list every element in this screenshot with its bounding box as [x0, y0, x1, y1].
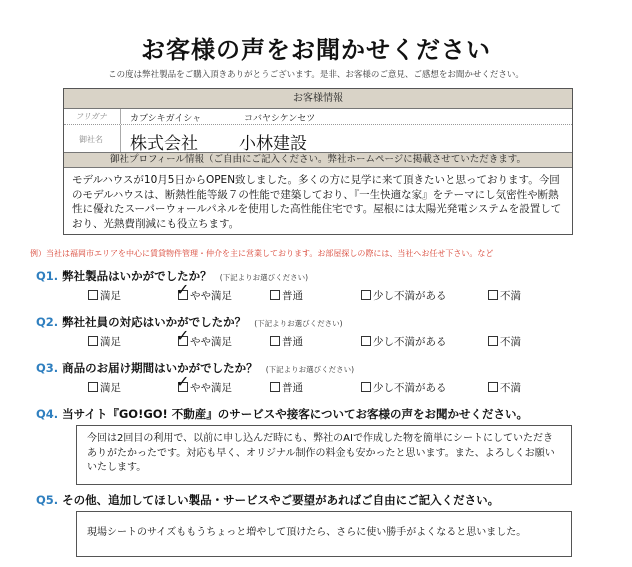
- option-satisfied[interactable]: 満足: [88, 288, 121, 303]
- question-5: [36, 492, 499, 508]
- question-text: 弊社製品はいかがでしたか？: [62, 269, 212, 283]
- question-1: [36, 268, 308, 284]
- page-title: お客様の声をお聞かせください: [141, 36, 491, 64]
- option-somewhat-dissatisfied[interactable]: 少し不満がある: [361, 288, 447, 303]
- profile-text[interactable]: モデルハウスが10月5日からOPEN致しました。多くの方に見学に来て頂きたいと思っております。今回のモデルハウスは、断熱性能等級７の性能で建築しており、『一生快適な家』をテーマにし気密性や断熱性に優れたスーパーウォールパネルを使用した高性能住宅です。屋根には太陽光発電システムを設置しており、光熱費削減にも役立ちます。: [72, 174, 562, 230]
- question-hint: (下記よりお選びください): [265, 365, 355, 374]
- option-somewhat-satisfied[interactable]: やや満足 ✓: [176, 326, 232, 348]
- question-hint: (下記よりお選びください): [254, 319, 343, 328]
- company-name[interactable]: 小林建設: [239, 134, 307, 154]
- profile-heading: 御社プロフィール情報（ご自由にご記入ください。弊社ホームページに掲載させていただきます。: [64, 153, 572, 168]
- furigana-label: フリガナ: [75, 112, 107, 121]
- check-mark-icon: ✓: [176, 372, 190, 391]
- question-number: Q4.: [36, 407, 59, 421]
- question-text: 商品のお届け期間はいかがでしたか？: [62, 361, 258, 375]
- example-note: 例）当社は福岡市エリアを中心に賃貸物件管理・仲介を主に営業しております。お部屋探しの際には、当社へお任せ下さい。など: [30, 249, 494, 258]
- company-row: [64, 125, 572, 153]
- question-text: 弊社社員の対応はいかがでしたか？: [62, 315, 247, 329]
- option-satisfied[interactable]: 満足: [88, 380, 121, 395]
- option-dissatisfied[interactable]: 不満: [488, 334, 521, 349]
- question-2-options: [88, 326, 588, 350]
- check-mark-icon: ✓: [176, 326, 190, 345]
- question-3: [36, 360, 354, 376]
- option-neutral[interactable]: 普通: [270, 380, 303, 395]
- option-dissatisfied[interactable]: 不満: [488, 288, 521, 303]
- question-number: Q2.: [36, 315, 59, 329]
- intro-text: この度は弊社製品をご購入頂きありがとうございます。是非、お客様のご意見、ご感想をお聞かせください。: [108, 70, 524, 80]
- check-mark-icon: ✓: [176, 280, 190, 299]
- option-neutral[interactable]: 普通: [270, 288, 303, 303]
- customer-info-table: [63, 88, 573, 235]
- question-5-answer[interactable]: 現場シートのサイズももうちょっと増やして頂けたら、さらに使い勝手がよくなると思いました。: [76, 511, 572, 557]
- option-neutral[interactable]: 普通: [270, 334, 303, 349]
- furigana-company-type[interactable]: カブシキガイシャ: [130, 114, 202, 124]
- question-hint: (下記よりお選びください): [219, 273, 309, 282]
- question-number: Q1.: [36, 269, 59, 283]
- company-type[interactable]: 株式会社: [130, 134, 198, 154]
- furigana-row: [64, 109, 572, 125]
- option-somewhat-satisfied[interactable]: やや満足 ✓: [176, 372, 232, 394]
- option-somewhat-dissatisfied[interactable]: 少し不満がある: [361, 380, 447, 395]
- company-label: 御社名: [79, 135, 103, 144]
- question-text: その他、追加してほしい製品・サービスやご要望があればご自由にご記入ください。: [62, 493, 500, 507]
- question-text: 当サイト『GO!GO! 不動産』のサービスや接客についてお客様の声をお聞かせください。: [62, 407, 529, 421]
- question-4-answer[interactable]: 今回は2回目の利用で、以前に申し込んだ時にも、弊社のAIで作成した物を簡単にシートにしていただきありがたかったです。対応も早く、オリジナル制作の料金も安かったと思います。また、よろしくお願いいたします。: [76, 425, 572, 485]
- furigana-company-name[interactable]: コバヤシケンセツ: [244, 114, 316, 124]
- option-dissatisfied[interactable]: 不満: [488, 380, 521, 395]
- question-3-options: [88, 372, 588, 396]
- option-somewhat-satisfied[interactable]: やや満足 ✓: [176, 280, 232, 302]
- question-4: [36, 406, 528, 422]
- option-somewhat-dissatisfied[interactable]: 少し不満がある: [361, 334, 447, 349]
- question-1-options: [88, 280, 588, 304]
- question-number: Q3.: [36, 361, 59, 375]
- customer-info-heading: お客様情報: [64, 89, 572, 109]
- option-satisfied[interactable]: 満足: [88, 334, 121, 349]
- question-number: Q5.: [36, 493, 59, 507]
